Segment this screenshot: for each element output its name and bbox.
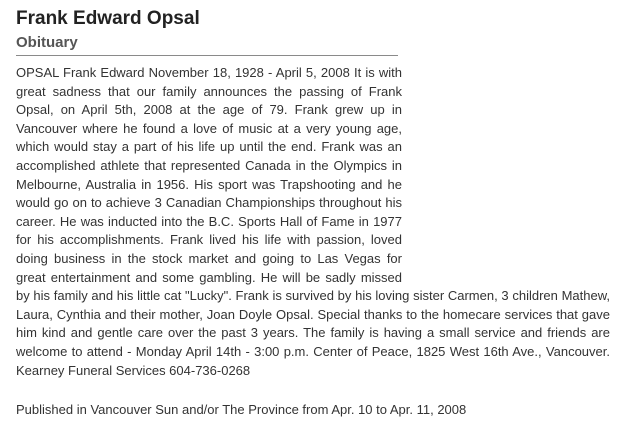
obituary-article xyxy=(16,64,610,380)
image-placeholder-space xyxy=(402,64,610,277)
obituary-header xyxy=(16,8,398,56)
publication-note: Published in Vancouver Sun and/or The Province from Apr. 10 to Apr. 11, 2008 xyxy=(16,402,467,417)
obituary-body-text: OPSAL Frank Edward November 18, 1928 - April 5, 2008 It is with great sadness that our family announces the passing of Frank Opsal, on April 5th, 2008 at the age of 79. Frank grew up in Vancouver where he found a love of music at a very young age, which would stay a part of his life up until the end. Frank was an accomplished athlete that represented Canada in the Olympics in Melbourne, Australia in 1956. His sport was Trapshooting and he would go on to achieve 3 Canadian Championships throughout his career. He was inducted into the B.C. Sports Hall of Fame in 1977 for his accomplishments. Frank lived his life with passion, loved doing business in the stock market and going to Las Vegas for great entertainment and some gambling. He will be sadly missed by his family and his little cat "Lucky". Frank is survived by his loving sister Carmen, 3 children Mathew, Laura, Cynthia and their mother, Joan Doyle Opsal. Special thanks to the homecare services that gave him kind and gentle care over the past 3 years. The family is having a small service and friends are welcome to attend - Monday April 14th - 3:00 p.m. Center of Peace, 1825 West 16th Ave., Vancouver. Kearney Funeral Services 604-736-0268 xyxy=(16,65,610,378)
section-subtitle: Obituary xyxy=(16,34,398,56)
page-title: Frank Edward Opsal xyxy=(16,8,200,29)
